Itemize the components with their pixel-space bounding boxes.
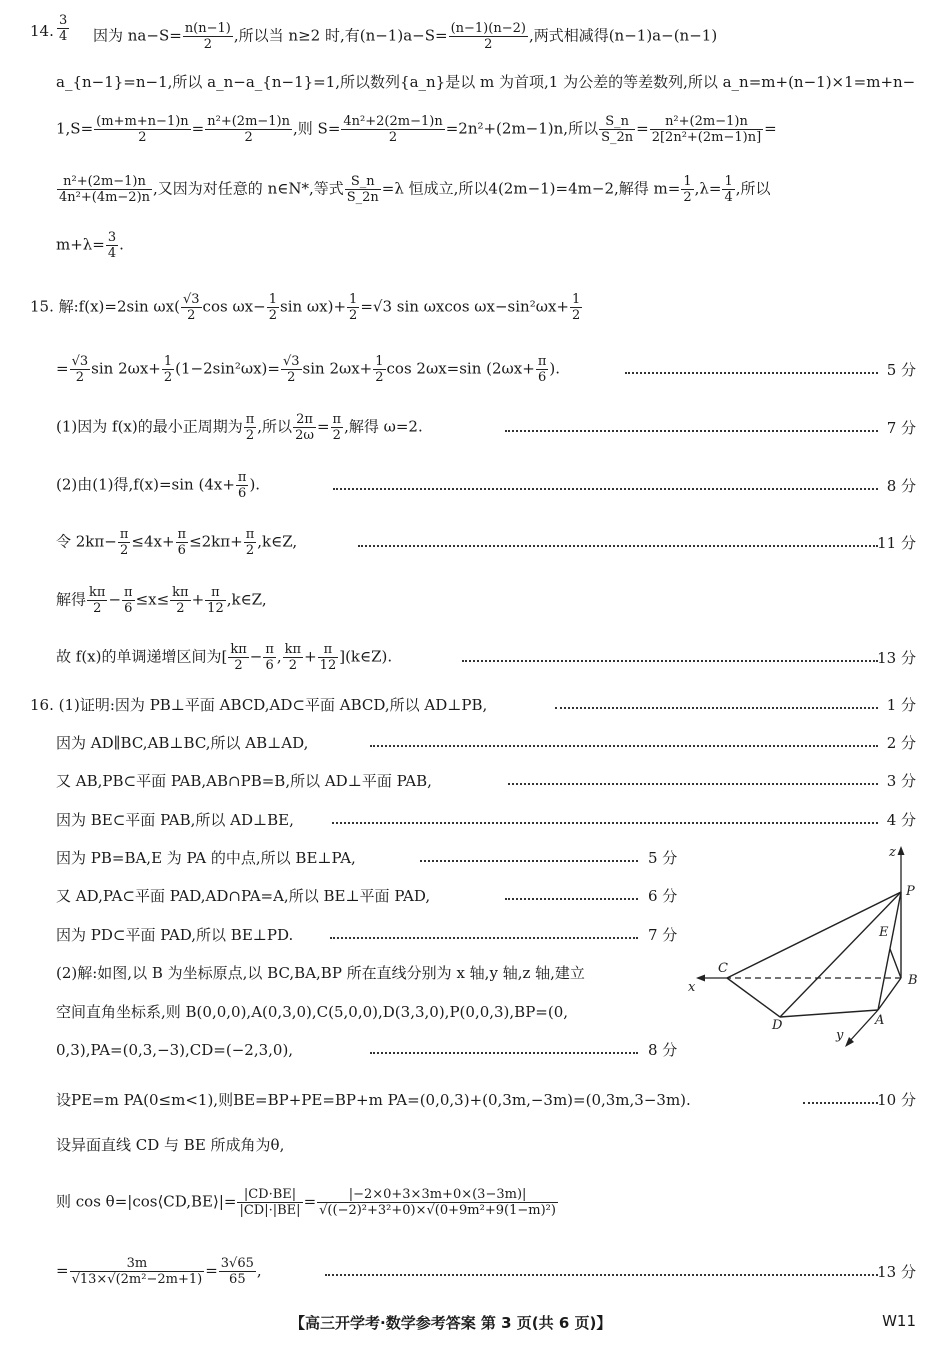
leader-dots [333,488,878,490]
q14-text: m+λ= $\frac{3}{4}$ . [56,230,124,261]
x-axis-arrow [696,975,705,982]
edge-CD [727,978,780,1017]
label-D: D [772,1018,783,1033]
score-label: 5 分 [648,849,678,867]
label-C: C [718,961,728,976]
label-z: z [889,845,896,860]
leader-dots [505,898,638,900]
leader-dots [420,860,638,862]
q15-text: 15. 解:f(x)=2sin ωx( $\frac{√3}{2}$ cos ωx− $\frac{1}{2}$ sin ωx)+ $\frac{1}{2}$ =√3 sin ωxcos ωx−sin²ωx+ $\frac{1}{2}$ [30,292,581,323]
q16-text: 又 AB,PB⊂平面 PAB,AB∩PB=B,所以 AD⊥平面 PAB, [56,772,432,790]
footer-title: 【高三开学考·数学参考答案 第 3 页(共 6 页)】 [290,1314,612,1332]
score-label: 13 分 [877,1263,916,1281]
score-label: 13 分 [877,649,916,667]
q16-text: (2)解:如图,以 B 为坐标原点,以 BC,BA,BP 所在直线分别为 x 轴,y 轴,z 轴,建立 [56,964,585,982]
z-axis-arrow [898,846,905,855]
label-y: y [836,1028,844,1043]
q16-text: 设PE=m PA(0≤m<1),则BE=BP+PE=BP+m PA=(0,0,3)+(0,3m,−3m)=(0,3m,3−3m). [56,1091,691,1109]
q15-text: 令 2kπ− $\frac{\pi}{2}$ ≤4x+ $\frac{\pi}{6}$ ≤2kπ+ $\frac{\pi}{2}$ ,k∈Z, [56,527,298,558]
edge-PA [878,892,901,1010]
q16-text: 又 AD,PA⊂平面 PAD,AD∩PA=A,所以 BE⊥平面 PAD, [56,887,431,905]
score-label: 3 分 [886,772,916,790]
q15-text: 故 f(x)的单调递增区间为[ $\frac{k\pi}{2}$ − $\frac{\pi}{6}$ , $\frac{k\pi}{2}$ + $\frac{\pi}{12}$ ](k∈Z). [56,642,393,673]
q16-text: 0,3),PA=(0,3,−3),CD=(−2,3,0), [56,1041,294,1059]
leader-dots [555,707,878,709]
q14-text: $\frac{\text{n²+(2m−1)n}}{\text{4n²+(4m−2)n}}$ ,又因为对任意的 n∈N*,等式 $\frac{S\_n}{S\_2n}$ =λ 恒成立,所以4(2m−1)=4m−2,解得 m= $\frac{1}{2}$ ,λ= $\frac{1}{4}$ ,所以 [59,174,771,205]
q14-text: 1,S= $\frac{(m+m+n-1)n}{2}$ = $\frac{\text{n²+(2m−1)n}}{2}$ ,则 S= $\frac{\text{4n²+2(2m−1)n}}{2}$ =2n²+(2m−1)n,所以 $\frac{S\_n}{S\_2n}$ = $\frac{\text{n²+(2m−1)n}}{\text{2[2n²+(2m−1)n]}}$ = [56,114,777,145]
label-A: A [875,1013,885,1028]
score-label: 7 分 [886,419,916,437]
edge-DA [780,1010,878,1017]
leader-dots [330,937,638,939]
score-label: 6 分 [648,887,678,905]
q15-text: 解得 $\frac{k\pi}{2}$ − $\frac{\pi}{6}$ ≤x≤ $\frac{k\pi}{2}$ + $\frac{\pi}{12}$ ,k∈Z, [56,585,267,616]
geometry-figure [680,840,930,1055]
q16-text: 空间直角坐标系,则 B(0,0,0),A(0,3,0),C(5,0,0),D(3,3,0),P(0,0,3),BP=(0, [56,1003,569,1021]
q16-text: 则 cos θ=|cos⟨CD,BE⟩|= $\frac{|CD\cdot BE|}{|CD|\cdot|BE|}$ = $\frac{|-2\times 0+3\times 3m+0\times(3-3m)|}{\text{√((−2)²+3²+0)×√(0+9m²+9(1−m)²)}}$ [56,1187,556,1218]
q14-text: 因为 na−S= $\frac{n(n-1)}{2}$ ,所以当 n≥2 时,有(n−1)a−S= $\frac{(n-1)(n-2)}{2}$ ,两式相减得(n−1)a−(n−1) [93,21,718,52]
score-label: 8 分 [648,1041,678,1059]
label-x: x [688,980,696,995]
leader-dots [508,783,878,785]
leader-dots [325,1274,878,1276]
leader-dots [462,660,878,662]
y-axis [848,1010,878,1043]
score-label: 5 分 [886,361,916,379]
label-P: P [906,884,915,899]
q14-number: 14. [30,22,54,40]
edge-PC [727,892,901,978]
q14-answer: $\frac{3}{4}$ [59,13,68,44]
edge-BE [890,949,901,978]
footer-code: W11 [882,1312,916,1330]
q16-text: 因为 BE⊂平面 PAB,所以 AD⊥BE, [56,811,294,829]
score-label: 7 分 [648,926,678,944]
score-label: 11 分 [877,534,916,552]
q14-text: a_{n−1}=n−1,所以 a_n−a_{n−1}=1,所以数列{a_n}是以 m 为首项,1 为公差的等差数列,所以 a_n=m+(n−1)×1=m+n− [56,73,916,91]
score-label: 8 分 [886,477,916,495]
q16-text: 因为 PD⊂平面 PAD,所以 BE⊥PD. [56,926,294,944]
score-label: 4 分 [886,811,916,829]
score-label: 10 分 [877,1091,916,1109]
leader-dots [625,372,878,374]
edge-PD [780,892,901,1017]
q16-text: 因为 PB=BA,E 为 PA 的中点,所以 BE⊥PA, [56,849,356,867]
label-E: E [879,925,889,940]
leader-dots [803,1102,878,1104]
score-label: 1 分 [886,696,916,714]
leader-dots [370,1052,638,1054]
q15-text: = $\frac{√3}{2}$ sin 2ωx+ $\frac{1}{2}$ (1−2sin²ωx)= $\frac{√3}{2}$ sin 2ωx+ $\frac{1}{2}$ cos 2ωx=sin (2ωx+ $\frac{\pi}{6}$ ). [56,354,560,385]
q15-text: (1)因为 f(x)的最小正周期为 $\frac{\pi}{2}$ ,所以 $\frac{2\pi}{2\omega}$ = $\frac{\pi}{2}$ ,解得 ω=2. [56,412,423,443]
q16-text: 因为 AD∥BC,AB⊥BC,所以 AB⊥AD, [56,734,309,752]
q16-text: 设异面直线 CD 与 BE 所成角为θ, [56,1136,285,1154]
leader-dots [358,545,878,547]
label-B: B [908,973,918,988]
q16-text: = $\frac{3m}{\text{√13×√(2m²−2m+1)}}$ = $\frac{3√65}{65}$ , [56,1256,262,1287]
score-label: 2 分 [886,734,916,752]
leader-dots [332,822,878,824]
q15-text: (2)由(1)得,f(x)=sin (4x+ $\frac{\pi}{6}$ ). [56,470,261,501]
leader-dots [370,745,878,747]
leader-dots [505,430,878,432]
q16-text: 16. (1)证明:因为 PB⊥平面 ABCD,AD⊂平面 ABCD,所以 AD⊥PB, [30,696,488,714]
